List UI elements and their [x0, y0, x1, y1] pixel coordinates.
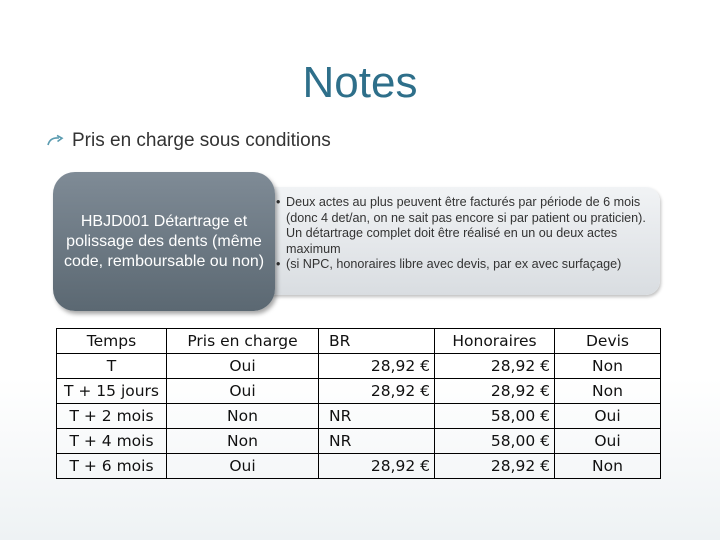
bullet-dot-icon: •: [276, 257, 281, 271]
bullet-dot-icon: •: [276, 195, 281, 209]
cell-temps: T: [57, 354, 167, 379]
cell-temps: T + 4 mois: [57, 429, 167, 454]
cell-devis: Oui: [555, 429, 661, 454]
table-row: [57, 404, 661, 429]
cell-devis: Oui: [555, 404, 661, 429]
cell-temps: T + 6 mois: [57, 454, 167, 479]
cell-honoraires: 28,92 €: [435, 454, 555, 479]
table-row: [57, 454, 661, 479]
note-item: [276, 257, 652, 273]
notes-box: [262, 187, 660, 295]
cell-br: 28,92 €: [319, 454, 435, 479]
bullet-point: [46, 128, 331, 154]
cell-pris-en-charge: Non: [167, 404, 319, 429]
header-pris-en-charge: Pris en charge: [167, 329, 319, 354]
cell-pris-en-charge: Oui: [167, 354, 319, 379]
cell-honoraires: 58,00 €: [435, 404, 555, 429]
note-text: Deux actes au plus peuvent être facturés par période de 6 mois (donc 4 det/an, on ne sait pas encore si par patient ou praticien). Un détartrage complet doit être réalisé en un ou deux actes maximum: [286, 195, 646, 256]
cell-devis: Non: [555, 379, 661, 404]
cell-temps: T + 15 jours: [57, 379, 167, 404]
header-br: BR: [319, 329, 435, 354]
curved-arrow-bullet-icon: [46, 134, 66, 148]
cell-devis: Non: [555, 454, 661, 479]
header-devis: Devis: [555, 329, 661, 354]
cell-pris-en-charge: Oui: [167, 379, 319, 404]
cell-devis: Non: [555, 354, 661, 379]
cell-br: 28,92 €: [319, 379, 435, 404]
cell-honoraires: 28,92 €: [435, 379, 555, 404]
note-text: (si NPC, honoraires libre avec devis, par ex avec surfaçage): [286, 257, 622, 271]
cell-pris-en-charge: Oui: [167, 454, 319, 479]
cell-br: NR: [319, 404, 435, 429]
notes-list: [276, 195, 652, 273]
cell-temps: T + 2 mois: [57, 404, 167, 429]
cell-honoraires: 28,92 €: [435, 354, 555, 379]
act-code-text: HBJD001 Détartrage et polissage des dents (même code, remboursable ou non): [63, 212, 265, 270]
billing-table: [56, 328, 661, 479]
slide-title: Notes: [302, 58, 418, 107]
cell-honoraires: 58,00 €: [435, 429, 555, 454]
cell-pris-en-charge: Non: [167, 429, 319, 454]
act-code-box: [53, 172, 275, 311]
table-row: [57, 379, 661, 404]
header-honoraires: Honoraires: [435, 329, 555, 354]
cell-br: NR: [319, 429, 435, 454]
header-temps: Temps: [57, 329, 167, 354]
cell-br: 28,92 €: [319, 354, 435, 379]
table-header-row: [57, 329, 661, 354]
table-row: [57, 429, 661, 454]
bullet-text: Pris en charge sous conditions: [72, 130, 331, 151]
table-row: [57, 354, 661, 379]
note-item: [276, 195, 652, 257]
